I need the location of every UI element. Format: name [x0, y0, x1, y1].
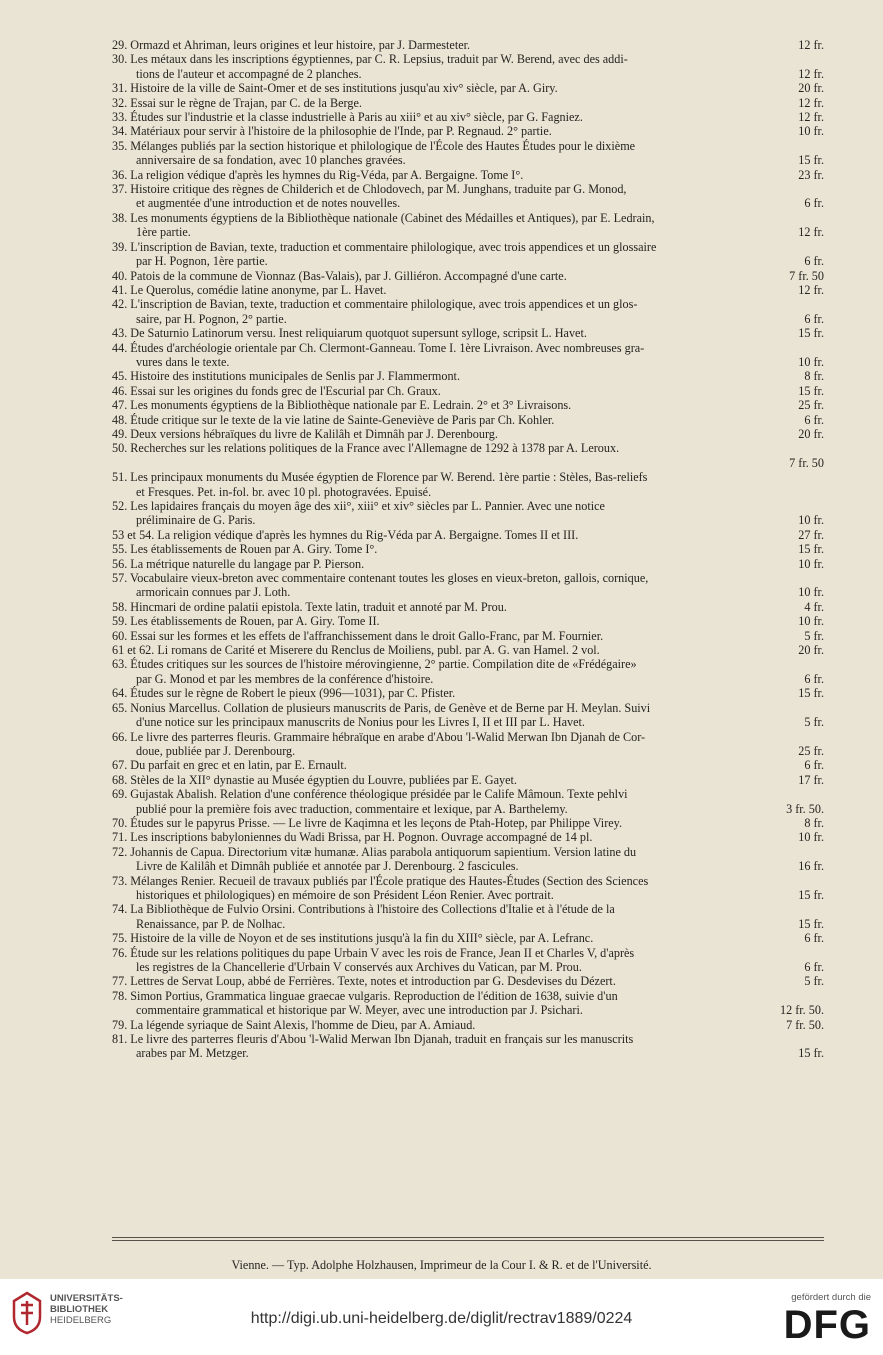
entry-price: 16 fr.: [798, 859, 824, 874]
entry-title-line: 78. Simon Portius, Grammatica linguae graecae vulgaris. Reproduction de l'édition de 1638, suivie d'un: [112, 988, 618, 1003]
entry-continuation-line: anniversaire de sa fondation, avec 10 planches gravées.: [136, 153, 406, 168]
entry-price: 6 fr.: [804, 196, 824, 211]
entry-price: 25 fr.: [798, 398, 824, 413]
entry-title-line: 29. Ormazd et Ahriman, leurs origines et leur histoire, par J. Darmesteter.: [112, 38, 471, 52]
catalog-entry: [112, 571, 824, 600]
entry-price: 20 fr.: [798, 81, 824, 96]
entry-price: 12 fr.: [798, 110, 824, 125]
catalog-entry: [112, 758, 824, 772]
entry-price: 10 fr.: [798, 556, 824, 571]
entry-title-line: 65. Nonius Marcellus. Collation de plusieurs manuscrits de Paris, de Genève et de Berne par H. Meylan. Suivi: [112, 700, 651, 715]
entry-continuation-line: doue, publiée par J. Derenbourg.: [136, 743, 296, 758]
entry-title-line: 40. Patois de la commune de Vionnaz (Bas-Valais), par J. Gilliéron. Accompagné d'une carte.: [112, 268, 567, 283]
entry-continuation-line: saire, par H. Pognon, 2° partie.: [136, 311, 287, 326]
catalog-entry: [112, 52, 824, 81]
entry-continuation-line: tions de l'auteur et accompagné de 2 planches.: [136, 66, 362, 81]
entry-title-line: 63. Études critiques sur les sources de l'histoire mérovingienne, 2° partie. Compilation dite de «Frédégaire»: [112, 657, 637, 672]
entry-price: 27 fr.: [798, 527, 824, 542]
entry-title-line: 81. Le livre des parterres fleuris d'Abou 'l-Walid Merwan Ibn Djanah, traduit en français sur les manuscrits: [112, 1032, 634, 1047]
entry-price: 12 fr.: [798, 282, 824, 297]
catalog-entry: [112, 730, 824, 759]
entry-title-line: 45. Histoire des institutions municipales de Senlis par J. Flammermont.: [112, 369, 460, 384]
catalog-entry: [112, 629, 824, 643]
entry-title-line: 35. Mélanges publiés par la section historique et philologique de l'École des Hautes Études pour le dixième: [112, 138, 636, 153]
catalog-entry: [112, 989, 824, 1018]
entry-title-line: 76. Étude sur les relations politiques du pape Urbain V avec les rois de France, Jean II et Charles V, d'après: [112, 945, 635, 960]
entry-price: 10 fr.: [798, 124, 824, 139]
entry-price: 8 fr.: [804, 815, 824, 830]
entry-price: 10 fr.: [798, 513, 824, 528]
catalog-entry: [112, 974, 824, 988]
entry-price: 5 fr.: [804, 974, 824, 989]
entry-price: 6 fr.: [804, 671, 824, 686]
entry-price: 15 fr.: [798, 1046, 824, 1061]
catalog-entry: [112, 398, 824, 412]
entry-title-line: 64. Études sur le règne de Robert le pieux (996—1031), par C. Pfister.: [112, 686, 456, 701]
catalog-entry: [112, 499, 824, 528]
catalog-entry: [112, 816, 824, 830]
catalog-entry: [112, 686, 824, 700]
entry-price: 6 fr.: [804, 412, 824, 427]
catalog-entry: [112, 341, 824, 370]
catalog-entry: [112, 139, 824, 168]
entry-continuation-line: historiques et philologiques) en mémoire de son Président Léon Renier. Avec portrait.: [136, 887, 554, 902]
entry-title-line: 39. L'inscription de Bavian, texte, traduction et commentaire philologique, avec trois appendices et un glossaire: [112, 239, 657, 254]
entry-title-line: 36. La religion védique d'après les hymnes du Rig-Véda, par A. Bergaigne. Tome I°.: [112, 167, 524, 182]
entry-price: 15 fr.: [798, 916, 824, 931]
entry-price: 5 fr.: [804, 628, 824, 643]
entry-continuation-line: et augmentée d'une introduction et de notes nouvelles.: [136, 196, 401, 211]
catalog-entry: [112, 413, 824, 427]
entry-title-line: 74. La Bibliothèque de Fulvio Orsini. Contributions à l'histoire des Collections d'Italie et à l'étude de la: [112, 902, 615, 917]
entry-continuation-line: 1ère partie.: [136, 225, 191, 240]
entry-price: 15 fr.: [798, 326, 824, 341]
entry-price: 10 fr.: [798, 614, 824, 629]
catalog-entry: [112, 269, 824, 283]
catalog-entry: [112, 542, 824, 556]
catalog-entry: [112, 211, 824, 240]
rule-top: [112, 1237, 824, 1238]
entry-title-line: 59. Les établissements de Rouen, par A. Giry. Tome II.: [112, 614, 380, 629]
entry-continuation-line: Renaissance, par P. de Nolhac.: [136, 916, 286, 931]
catalog-entry: [112, 110, 824, 124]
entry-title-line: 58. Hincmari de ordine palatii epistola. Texte latin, traduit et annoté par M. Prou.: [112, 599, 507, 614]
entry-title-line: 49. Deux versions hébraïques du livre de Kalilâh et Dimnâh par J. Derenbourg.: [112, 426, 498, 441]
catalog-entry: [112, 643, 824, 657]
entry-continuation-line: et Fresques. Pet. in-fol. br. avec 10 pl. photogravées. Epuisé.: [136, 484, 432, 499]
catalog-entry: [112, 874, 824, 903]
catalog-entry: [112, 773, 824, 787]
catalog-entry: [112, 1032, 824, 1061]
catalog-entry: [112, 240, 824, 269]
catalog-entry: [112, 600, 824, 614]
entry-title-line: 50. Recherches sur les relations politiques de la France avec l'Allemagne de 1292 à 1378 par A. Leroux.: [112, 441, 620, 456]
entry-title-line: 30. Les métaux dans les inscriptions égyptiennes, par C. R. Lepsius, traduit par W. Berend, avec des addi-: [112, 52, 628, 67]
entry-price: 17 fr.: [798, 772, 824, 787]
entry-price: 6 fr.: [804, 254, 824, 269]
entry-title-line: 66. Le livre des parterres fleuris. Grammaire hébraïque en arabe d'Abou 'l-Walid Merwan Ibn Djanah de Cor-: [112, 729, 646, 744]
entry-title-line: 67. Du parfait en grec et en latin, par E. Ernault.: [112, 758, 347, 773]
catalog-entry: [112, 470, 824, 499]
entry-title-line: 37. Histoire critique des règnes de Childerich et de Chlodovech, par M. Junghans, traduite par G. Monod,: [112, 182, 627, 197]
entry-title-line: 44. Études d'archéologie orientale par Ch. Clermont-Ganneau. Tome I. 1ère Livraison. Avec nombreuses gra-: [112, 340, 645, 355]
catalog-entry: [112, 1018, 824, 1032]
entry-title-line: 56. La métrique naturelle du langage par P. Pierson.: [112, 556, 365, 571]
entry-continuation-line: publié pour la première fois avec traduction, commentaire et lexique, par A. Barthelemy.: [136, 801, 568, 816]
catalog-entry: [112, 369, 824, 383]
entry-title-line: 72. Johannis de Capua. Directorium vitæ humanæ. Alias parabola antiquorum sapientium. Version latine du: [112, 844, 637, 859]
entry-title-line: 52. Les lapidaires français du moyen âge des xii°, xiii° et xiv° siècles par L. Pannier. Avec une notice: [112, 499, 605, 513]
entry-price: 25 fr.: [798, 743, 824, 758]
catalog-entry: [112, 701, 824, 730]
entry-price: 15 fr.: [798, 686, 824, 701]
entry-price: 12 fr.: [798, 95, 824, 110]
entry-title-line: 47. Les monuments égyptiens de la Bibliothèque nationale par E. Ledrain. 2° et 3° Livraisons.: [112, 398, 572, 413]
catalog-entry: [112, 96, 824, 110]
catalog-entry: [112, 946, 824, 975]
entry-title-line: 31. Histoire de la ville de Saint-Omer et de ses institutions jusqu'au xiv° siècle, par A. Giry.: [112, 81, 558, 96]
entry-title-line: 48. Étude critique sur le texte de la vie latine de Sainte-Geneviève de Paris par Ch. Kohler.: [112, 412, 555, 427]
entry-title-line: 42. L'inscription de Bavian, texte, traduction et commentaire philologique, avec trois appendices et un glos-: [112, 297, 638, 312]
entry-price: 6 fr.: [804, 931, 824, 946]
entry-continuation-line: arabes par M. Metzger.: [136, 1046, 249, 1061]
entry-title-line: 53 et 54. La religion védique d'après les hymnes du Rig-Véda par A. Bergaigne. Tomes II et III.: [112, 527, 579, 542]
entry-continuation-line: Livre de Kalilâh et Dimnâh publiée et annotée par J. Derenbourg. 2 fascicules.: [136, 859, 519, 874]
entry-price: 7 fr. 50: [789, 455, 824, 470]
entry-price: 6 fr.: [804, 960, 824, 974]
permalink-url[interactable]: http://digi.ub.uni-heidelberg.de/diglit/rectrav1889/0224: [250, 1310, 633, 1327]
entry-title-line: 68. Stèles de la XII° dynastie au Musée égyptien du Louvre, publiées par E. Gayet.: [112, 772, 517, 787]
entry-title-line: 70. Études sur le papyrus Prisse. — Le livre de Kaqimna et les leçons de Ptah-Hotep, par Philippe Virey.: [112, 815, 623, 830]
entry-title-line: 32. Essai sur le règne de Trajan, par C. de la Berge.: [112, 95, 362, 110]
entry-title-line: 46. Essai sur les origines du fonds grec de l'Escurial par Ch. Graux.: [112, 383, 441, 398]
catalog-entry: [112, 902, 824, 931]
entry-title-line: 34. Matériaux pour servir à l'histoire de la philosophie de l'Inde, par P. Regnaud. 2° partie.: [112, 124, 552, 139]
catalog-entry: [112, 427, 824, 441]
entry-price: 7 fr. 50.: [786, 1017, 824, 1032]
entry-title-line: 51. Les principaux monuments du Musée égyptien de Florence par W. Berend. 1ère partie : Stèles, Bas-reliefs: [112, 470, 648, 485]
catalog-entry: [112, 931, 824, 945]
catalog-entry: [112, 830, 824, 844]
entry-continuation-line: les registres de la Chancellerie d'Urbain V conservés aux Archives du Vatican, par M. Prou.: [136, 960, 582, 974]
entry-price: 23 fr.: [798, 167, 824, 182]
entry-title-line: 60. Essai sur les formes et les effets de l'affranchissement dans le droit Gallo-Franc, par M. Fournier.: [112, 628, 604, 643]
catalog-entry: [112, 614, 824, 628]
entry-price: 20 fr.: [798, 426, 824, 441]
printer-imprint: Vienne. — Typ. Adolphe Holzhausen, Imprimeur de la Cour I. & R. et de l'Université.: [231, 1258, 652, 1272]
entry-price: 7 fr. 50: [789, 268, 824, 283]
entry-continuation-line: vures dans le texte.: [136, 354, 230, 369]
entry-continuation-line: par H. Pognon, 1ère partie.: [136, 254, 268, 269]
entry-title-line: 69. Gujastak Abalish. Relation d'une conférence théologique présidée par le Calife Mâmoun. Texte pehlvi: [112, 787, 628, 802]
entry-price: 20 fr.: [798, 643, 824, 658]
entry-price: 10 fr.: [798, 354, 824, 369]
library-name[interactable]: UNIVERSITÄTS- BIBLIOTHEK HEIDELBERG: [50, 1293, 123, 1326]
entry-price: 10 fr.: [798, 585, 824, 600]
funder-block: [784, 1292, 871, 1345]
entry-price: 15 fr.: [798, 383, 824, 398]
entry-continuation-line: d'une notice sur les principaux manuscrits de Nonius pour les Livres I, II et III par L. Havet.: [136, 715, 585, 730]
catalog-entry: [112, 557, 824, 571]
catalog-entry: [112, 528, 824, 542]
entry-price: 15 fr.: [798, 153, 824, 168]
entry-price: 6 fr.: [804, 311, 824, 326]
entry-continuation-line: commentaire grammatical et historique par W. Meyer, avec une introduction par J. Psichari.: [136, 1003, 583, 1018]
catalog-entry: [112, 657, 824, 686]
entry-price: 5 fr.: [804, 715, 824, 730]
entry-title-line: 43. De Saturnio Latinorum versu. Inest reliquiarum quotquot supersunt sylloge, scripsit L. Havet.: [112, 326, 587, 341]
entry-title-line: 57. Vocabulaire vieux-breton avec commentaire contenant toutes les gloses en vieux-breton, gallois, cornique,: [112, 571, 649, 586]
entry-title-line: 79. La légende syriaque de Saint Alexis, l'homme de Dieu, par A. Amiaud.: [112, 1017, 476, 1032]
entry-price: 6 fr.: [804, 758, 824, 773]
entry-price: 3 fr. 50.: [786, 801, 824, 816]
entry-continuation-line: préliminaire de G. Paris.: [136, 513, 256, 528]
catalog-entry: [112, 297, 824, 326]
catalog-entry: [112, 168, 824, 182]
catalog-entry: [112, 124, 824, 138]
viewer-footer: [0, 1279, 883, 1355]
catalog-entry: [112, 326, 824, 340]
catalog-entry: [112, 81, 824, 95]
entry-continuation-line: armoricain connues par J. Loth.: [136, 585, 291, 600]
entry-title-line: 55. Les établissements de Rouen par A. Giry. Tome I°.: [112, 542, 378, 557]
catalog-entry: [112, 845, 824, 874]
dfg-logo[interactable]: DFG: [783, 1303, 871, 1347]
entry-title-line: 38. Les monuments égyptiens de la Bibliothèque nationale (Cabinet des Médailles et Antiques), par E. Ledrain,: [112, 210, 655, 225]
entry-price: 15 fr.: [798, 542, 824, 557]
rule-bottom: [112, 1240, 824, 1241]
publication-list: [112, 38, 824, 1061]
entry-title-line: 71. Les inscriptions babyloniennes du Wadi Brissa, par H. Pognon. Ouvrage accompagné de 14 pl.: [112, 830, 593, 845]
entry-title-line: 73. Mélanges Renier. Recueil de travaux publiés par l'École pratique des Hautes-Études (Section des Sciences: [112, 873, 649, 888]
entry-continuation-line: par G. Monod et par les membres de la conférence d'histoire.: [136, 671, 434, 686]
entry-price: 15 fr.: [798, 887, 824, 902]
entry-price: 12 fr.: [798, 66, 824, 81]
catalog-entry: [112, 182, 824, 211]
entry-price: 12 fr.: [798, 225, 824, 240]
catalog-entry: [112, 283, 824, 297]
entry-continuation-line: [112, 456, 824, 470]
catalog-entry: [112, 441, 824, 470]
entry-price: 8 fr.: [804, 369, 824, 384]
entry-title-line: 41. Le Querolus, comédie latine anonyme, par L. Havet.: [112, 282, 387, 297]
entry-price: 4 fr.: [804, 599, 824, 614]
entry-title-line: 61 et 62. Li romans de Carité et Miserere du Renclus de Moiliens, publ. par A. G. van Hamel. 2 vol.: [112, 643, 600, 658]
entry-price: 12 fr.: [798, 38, 824, 52]
entry-price: 12 fr. 50.: [779, 1003, 824, 1018]
funded-by-label: gefördert durch die: [791, 1292, 871, 1303]
entry-title-line: 75. Histoire de la ville de Noyon et de ses institutions jusqu'à la fin du XIII° siècle, par A. Lefranc.: [112, 931, 594, 946]
catalog-entry: [112, 38, 824, 52]
entry-title-line: 77. Lettres de Servat Loup, abbé de Ferrières. Texte, notes et introduction par G. Desdevises du Dézert.: [112, 974, 616, 989]
entry-price: 10 fr.: [798, 830, 824, 845]
entry-title-line: 33. Études sur l'industrie et la classe industrielle à Paris au xiii° et au xiv° siècle, par G. Fagniez.: [112, 110, 583, 125]
catalog-entry: [112, 787, 824, 816]
catalog-entry: [112, 384, 824, 398]
